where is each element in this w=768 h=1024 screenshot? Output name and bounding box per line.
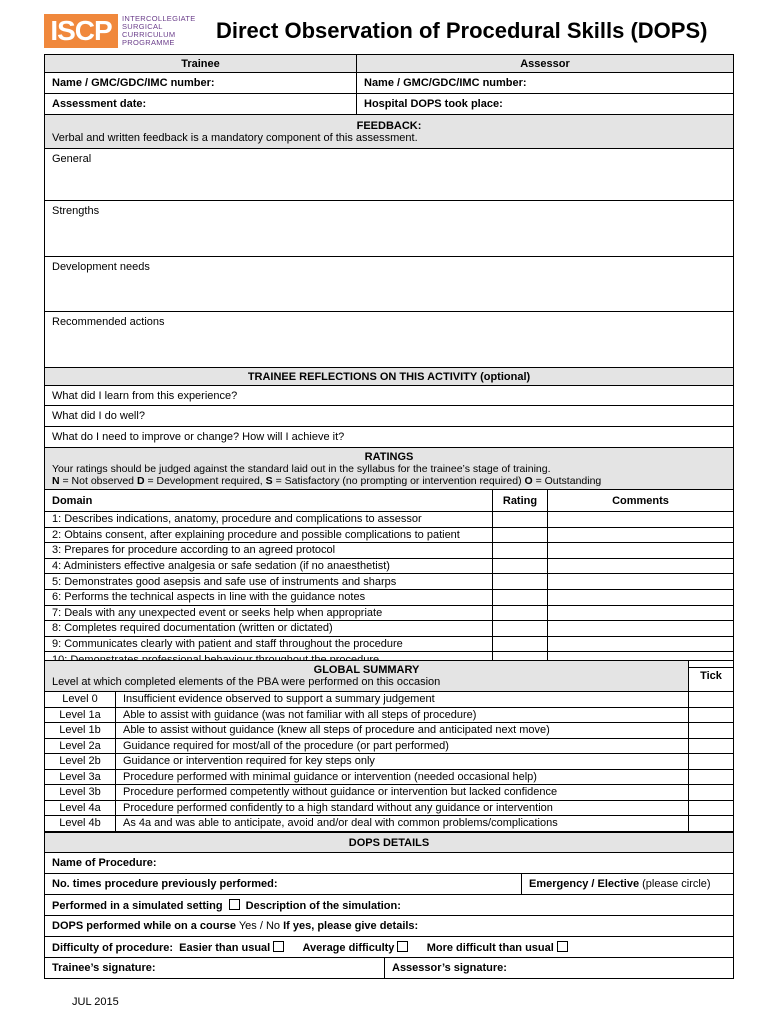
domain-comment-cell[interactable]: [548, 558, 734, 574]
domain-comment-cell[interactable]: [548, 512, 734, 528]
level-tick-cell[interactable]: [689, 738, 734, 754]
global-summary-header: GLOBAL SUMMARY Level at which completed elements of the PBA were performed on this occasion: [45, 661, 689, 692]
domain-row: [45, 543, 734, 559]
domain-label: 6: Performs the technical aspects in line with the guidance notes: [45, 589, 493, 605]
domain-label: 4: Administers effective analgesia or safe sedation (if no anaesthetist): [45, 558, 493, 574]
difficulty-row: Difficulty of procedure: Easier than usual Average difficulty More difficult than usual: [45, 937, 734, 958]
level-label: Level 2a: [45, 738, 116, 754]
trainee-signature-field[interactable]: Trainee’s signature:: [45, 958, 385, 979]
simulated-setting-row: Performed in a simulated setting Description of the simulation:: [45, 895, 734, 916]
domain-row: [45, 574, 734, 590]
form-table-main: [44, 54, 734, 668]
assessor-header: Assessor: [357, 55, 734, 73]
domain-label: 7: Deals with any unexpected event or seeks help when appropriate: [45, 605, 493, 621]
domain-rating-cell[interactable]: [493, 558, 548, 574]
level-description: Able to assist with guidance (was not familiar with all steps of procedure): [116, 707, 689, 723]
yes-no-choice[interactable]: Yes / No: [236, 920, 284, 932]
harder-checkbox[interactable]: [557, 941, 568, 952]
logo-mark: ISCP: [44, 14, 118, 48]
level-tick-cell[interactable]: [689, 707, 734, 723]
level-rows: [45, 692, 734, 832]
iscp-logo: [44, 14, 196, 48]
domain-row: [45, 605, 734, 621]
domain-rows: [45, 512, 734, 668]
ratings-note: Your ratings should be judged against the standard laid out in the syllabus for the trainee’s stage of training.: [52, 462, 551, 475]
domain-row: [45, 527, 734, 543]
domain-rating-cell[interactable]: [493, 543, 548, 559]
domain-row: [45, 636, 734, 652]
level-label: Level 1a: [45, 707, 116, 723]
level-description: Procedure performed with minimal guidance or intervention (needed occasional help): [116, 769, 689, 785]
domain-row: [45, 512, 734, 528]
level-row: [45, 692, 734, 708]
ratings-key: N = Not observed D = Development required, S = Satisfactory (no prompting or intervention required) O = Outstanding: [52, 474, 602, 487]
level-row: [45, 785, 734, 801]
domain-label: 5: Demonstrates good asepsis and safe use of instruments and sharps: [45, 574, 493, 590]
assessment-date-field[interactable]: Assessment date:: [45, 94, 357, 115]
domain-rating-cell[interactable]: [493, 574, 548, 590]
domain-comment-cell[interactable]: [548, 605, 734, 621]
emergency-elective-field[interactable]: Emergency / Elective (please circle): [522, 874, 734, 895]
domain-comment-cell[interactable]: [548, 589, 734, 605]
global-summary-table: [44, 660, 734, 832]
level-tick-cell[interactable]: [689, 800, 734, 816]
course-row: DOPS performed while on a course Yes / No If yes, please give details:: [45, 916, 734, 937]
domain-label: 9: Communicates clearly with patient and staff throughout the procedure: [45, 636, 493, 652]
rating-col-header: Rating: [493, 490, 548, 512]
level-description: Guidance required for most/all of the procedure (or part performed): [116, 738, 689, 754]
procedure-name-field[interactable]: Name of Procedure:: [45, 853, 734, 874]
level-label: Level 2b: [45, 754, 116, 770]
level-label: Level 3b: [45, 785, 116, 801]
domain-label: 2: Obtains consent, after explaining procedure and possible complications to patient: [45, 527, 493, 543]
footer-date: JUL 2015: [72, 996, 119, 1008]
level-tick-cell[interactable]: [689, 692, 734, 708]
level-description: Insufficient evidence observed to support a summary judgement: [116, 692, 689, 708]
hospital-field[interactable]: Hospital DOPS took place:: [357, 94, 734, 115]
global-summary-note: Level at which completed elements of the PBA were performed on this occasion: [52, 676, 441, 688]
trainee-header: Trainee: [45, 55, 357, 73]
domain-rating-cell[interactable]: [493, 621, 548, 637]
level-label: Level 3a: [45, 769, 116, 785]
feedback-actions-field[interactable]: Recommended actions: [45, 312, 734, 368]
trainee-name-field[interactable]: Name / GMC/GDC/IMC number:: [45, 73, 357, 94]
comments-col-header: Comments: [548, 490, 734, 512]
assessor-name-field[interactable]: Name / GMC/GDC/IMC number:: [357, 73, 734, 94]
level-label: Level 4b: [45, 816, 116, 832]
level-description: Procedure performed confidently to a high standard without any guidance or intervention: [116, 800, 689, 816]
domain-comment-cell[interactable]: [548, 636, 734, 652]
feedback-strengths-field[interactable]: Strengths: [45, 201, 734, 257]
easier-checkbox[interactable]: [273, 941, 284, 952]
average-checkbox[interactable]: [397, 941, 408, 952]
domain-row: [45, 558, 734, 574]
feedback-development-field[interactable]: Development needs: [45, 257, 734, 312]
dops-details-table: [44, 832, 734, 979]
domain-comment-cell[interactable]: [548, 527, 734, 543]
level-tick-cell[interactable]: [689, 769, 734, 785]
course-details-field[interactable]: If yes, please give details:: [283, 920, 419, 932]
level-label: Level 0: [45, 692, 116, 708]
page-title: Direct Observation of Procedural Skills (DOPS): [216, 18, 708, 43]
feedback-header: FEEDBACK: Verbal and written feedback is a mandatory component of this assessment.: [45, 115, 734, 149]
domain-row: [45, 621, 734, 637]
domain-rating-cell[interactable]: [493, 636, 548, 652]
domain-comment-cell[interactable]: [548, 543, 734, 559]
assessor-signature-field[interactable]: Assessor’s signature:: [385, 958, 734, 979]
times-performed-field[interactable]: No. times procedure previously performed:: [45, 874, 522, 895]
domain-rating-cell[interactable]: [493, 605, 548, 621]
domain-rating-cell[interactable]: [493, 512, 548, 528]
level-label: Level 1b: [45, 723, 116, 739]
level-row: [45, 769, 734, 785]
level-tick-cell[interactable]: [689, 785, 734, 801]
level-description: As 4a and was able to anticipate, avoid and/or deal with common problems/complications: [116, 816, 689, 832]
domain-comment-cell[interactable]: [548, 574, 734, 590]
level-tick-cell[interactable]: [689, 754, 734, 770]
domain-label: 1: Describes indications, anatomy, procedure and complications to assessor: [45, 512, 493, 528]
level-description: Guidance or intervention required for key steps only: [116, 754, 689, 770]
simulated-checkbox[interactable]: [229, 899, 240, 910]
level-tick-cell[interactable]: [689, 723, 734, 739]
feedback-general-field[interactable]: General: [45, 149, 734, 201]
ratings-header: RATINGS Your ratings should be judged against the standard laid out in the syllabus for the trainee’s stage of training. N = Not observed D = Development required, S = Satisfactory (no prompting or intervention required) O = Outstanding: [45, 448, 734, 490]
header: [44, 14, 734, 54]
reflection-improve-field[interactable]: What do I need to improve or change? How will I achieve it?: [45, 427, 734, 448]
feedback-note: Verbal and written feedback is a mandatory component of this assessment.: [52, 131, 418, 144]
level-label: Level 4a: [45, 800, 116, 816]
domain-comment-cell[interactable]: [548, 621, 734, 637]
domain-rating-cell[interactable]: [493, 527, 548, 543]
reflection-well-field[interactable]: What did I do well?: [45, 406, 734, 427]
domain-rating-cell[interactable]: [493, 589, 548, 605]
level-description: Able to assist without guidance (knew all steps of procedure and anticipated next move): [116, 723, 689, 739]
level-row: [45, 707, 734, 723]
domain-label: 3: Prepares for procedure according to an agreed protocol: [45, 543, 493, 559]
dops-details-header: DOPS DETAILS: [45, 833, 734, 853]
level-row: [45, 816, 734, 832]
simulation-description-field[interactable]: Description of the simulation:: [245, 899, 401, 912]
reflection-learn-field[interactable]: What did I learn from this experience?: [45, 386, 734, 406]
level-tick-cell[interactable]: [689, 816, 734, 832]
domain-col-header: Domain: [45, 490, 493, 512]
level-row: [45, 723, 734, 739]
tick-col-header: Tick: [689, 661, 734, 692]
reflections-header: TRAINEE REFLECTIONS ON THIS ACTIVITY (optional): [45, 368, 734, 386]
level-row: [45, 754, 734, 770]
domain-row: [45, 589, 734, 605]
logo-text: INTERCOLLEGIATE SURGICAL CURRICULUM PROGRAMME: [122, 14, 196, 47]
level-description: Procedure performed competently without guidance or intervention but lacked confidence: [116, 785, 689, 801]
domain-label: 8: Completes required documentation (written or dictated): [45, 621, 493, 637]
level-row: [45, 800, 734, 816]
level-row: [45, 738, 734, 754]
